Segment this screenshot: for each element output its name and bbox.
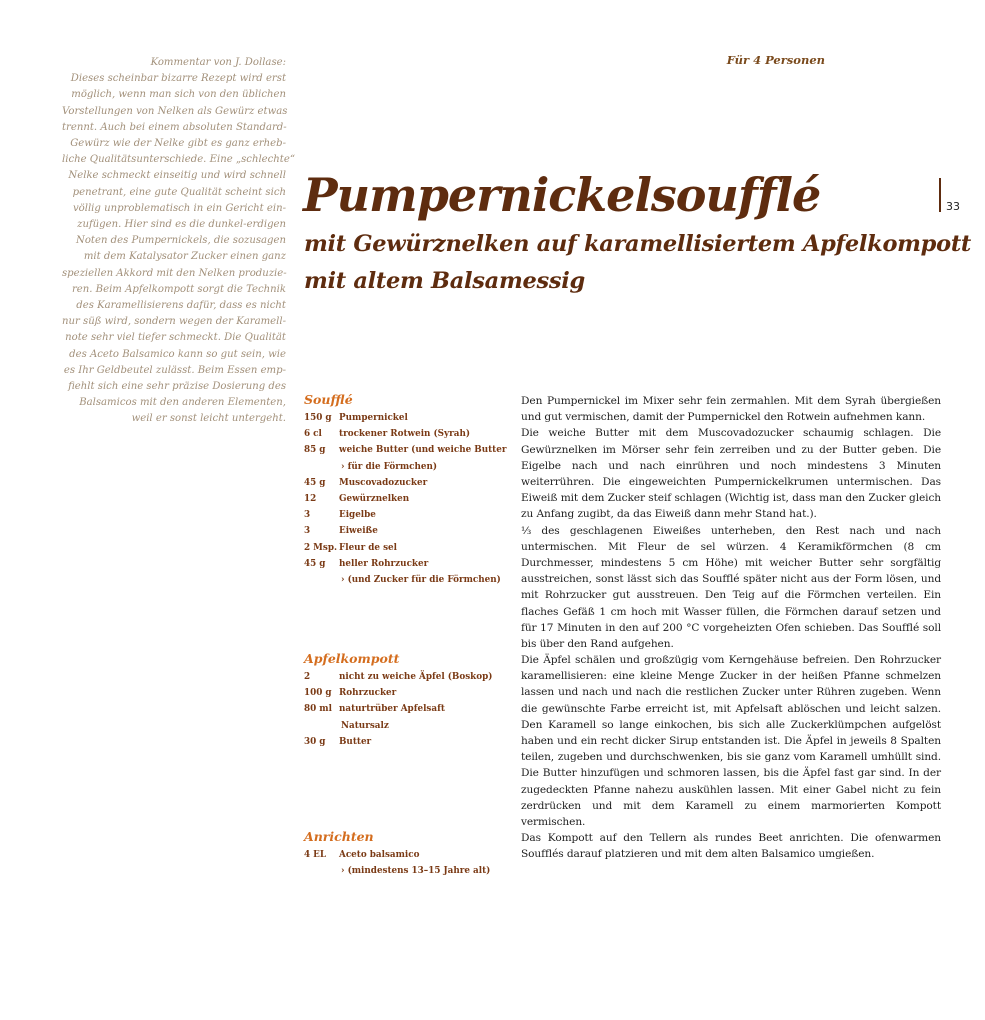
commentary-line: mit dem Katalysator Zucker einen ganz	[83, 251, 286, 263]
ingredient-quantity	[304, 572, 339, 588]
commentary-line: des Karamellisierens dafür, dass es nicht	[76, 300, 286, 312]
ingredient-name: › (mindestens 13–15 Jahre alt)	[341, 866, 491, 877]
page-number: 33	[946, 200, 960, 213]
ingredient-quantity: 4 EL	[304, 850, 327, 860]
commentary-line: speziellen Akkord mit den Nelken produzie-	[62, 267, 287, 279]
servings-label: Für 4 Personen	[726, 53, 825, 67]
ingredient-name: Butter	[339, 736, 372, 747]
ingredients-anrichten	[304, 829, 514, 879]
commentary-line: Gewürz wie der Nelke gibt es ganz erheb-	[70, 138, 286, 150]
ingredient-quantity: 12	[304, 494, 317, 505]
commentary-line: Dieses scheinbar bizarre Rezept wird erst	[70, 73, 286, 85]
recipe-subtitle	[304, 226, 971, 300]
commentary-line: Balsamicos mit den anderen Elementen,	[79, 397, 286, 409]
ingredient-name: Gewürznelken	[339, 494, 410, 505]
ingredient-row	[304, 718, 514, 734]
ingredient-quantity: 80 ml	[304, 704, 332, 715]
ingredient-row	[304, 475, 514, 491]
ingredient-quantity: 3	[304, 510, 311, 521]
commentary-line: Vorstellungen von Nelken als Gewürz etwas	[62, 105, 288, 117]
method-souffle	[521, 393, 941, 652]
ingredient-quantity: 30 g	[304, 736, 326, 747]
ingredient-quantity: 2 Msp.	[304, 542, 338, 553]
ingredient-name: heller Rohrzucker	[339, 558, 429, 569]
commentary-line: fiehlt sich eine sehr präzise Dosierung des	[68, 381, 286, 393]
ingredient-row	[304, 410, 514, 426]
subtitle-line: mit Gewürznelken auf karamellisiertem Apfelkompott	[304, 231, 971, 257]
commentary-line: Kommentar von J. Dollase:	[150, 57, 286, 68]
ingredient-quantity: 100 g	[304, 688, 332, 699]
commentary-line: des Aceto Balsamico kann so gut sein, wie	[69, 348, 286, 360]
commentary-line: völlig unproblematisch in ein Gericht ein-	[72, 202, 286, 214]
ingredient-name: nicht zu weiche Äpfel (Boskop)	[339, 672, 493, 682]
ingredient-name: weiche Butter (und weiche Butter	[339, 445, 507, 456]
recipe-title: Pumpernickelsoufflé	[303, 168, 821, 222]
ingredient-name: Pumpernickel	[339, 413, 408, 423]
ingredient-quantity: 3	[304, 526, 311, 537]
ingredient-name: Fleur de sel	[339, 542, 397, 553]
ingredient-quantity: 6 cl	[304, 429, 322, 440]
ingredient-row	[304, 556, 514, 572]
commentary-line: trennt. Auch bei einem absoluten Standard-	[62, 121, 287, 133]
commentary-line: ren. Beim Apfelkompott sorgt die Technik	[71, 283, 286, 295]
ingredient-row	[304, 540, 514, 556]
commentary-line: weil er sonst leicht untergeht.	[131, 413, 286, 425]
ingredient-quantity	[304, 863, 339, 879]
commentary-line: möglich, wenn man sich von den üblichen	[71, 89, 286, 101]
ingredient-row	[304, 701, 514, 717]
section-heading: Anrichten	[304, 829, 374, 844]
ingredient-row	[304, 426, 514, 442]
ingredient-row	[304, 847, 514, 863]
ingredients-souffle	[304, 392, 514, 588]
ingredient-name: Rohrzucker	[339, 688, 397, 699]
ingredient-row	[304, 863, 514, 879]
commentary-line: es Ihr Geldbeutel zulässt. Beim Essen emp-	[63, 364, 286, 376]
ingredient-name: Eiweiße	[339, 526, 378, 537]
ingredient-quantity	[304, 459, 339, 475]
subtitle-line: mit altem Balsamessig	[304, 268, 585, 294]
commentary-line: Nelke schmeckt einseitig und wird schnell	[68, 170, 286, 182]
ingredient-row	[304, 442, 514, 458]
ingredient-name: trockener Rotwein (Syrah)	[339, 429, 471, 440]
method-paragraph: Das Kompott auf den Tellern als rundes Beet anrichten. Die ofenwarmen Soufflés darauf platzieren und mit dem alten Balsamico umgießen.	[521, 832, 941, 861]
ingredient-row	[304, 491, 514, 507]
ingredients-apfelkompott	[304, 651, 514, 750]
method-paragraph: ⅓ des geschlagenen Eiweißes unterheben, den Rest nach und nach untermischen. Mit Fleur de sel würzen. 4 Keramikförmchen (8 cm Durchmesser, mindestens 5 cm Höhe) mit weicher Butter sehr sorgfältig ausstreichen, sonst lässt sich das Soufflé später nicht aus der Form lösen, und mit Rohrzucker gut ausstreuen. Den Teig auf die Förmchen verteilen. Ein flaches Gefäß 1 cm hoch mit Wasser füllen, die Förmchen darauf setzen und für 17 Minuten in den auf 200 °C vorgeheizten Ofen schieben. Das Soufflé soll bis über den Rand aufgehen.	[521, 524, 941, 651]
ingredient-name: Muscovadozucker	[339, 477, 428, 488]
ingredient-name: › für die Förmchen)	[341, 461, 438, 472]
section-heading: Apfelkompott	[304, 651, 400, 666]
ingredient-quantity: 45 g	[304, 477, 326, 488]
commentary-line: zufügen. Hier sind es die dunkel-erdigen	[77, 219, 286, 231]
commentary-line: Noten des Pumpernickels, die sozusagen	[76, 235, 286, 247]
ingredient-quantity: 2	[304, 672, 311, 682]
ingredient-name: › (und Zucker für die Förmchen)	[341, 575, 501, 586]
ingredient-row	[304, 523, 514, 539]
ingredient-name: naturtrüber Apfelsaft	[339, 704, 445, 715]
ingredient-quantity: 45 g	[304, 558, 326, 569]
ingredient-quantity	[304, 718, 339, 734]
method-anrichten	[521, 830, 941, 862]
commentary-sidebar	[62, 55, 295, 428]
section-heading: Soufflé	[304, 392, 353, 407]
method-paragraph: Den Pumpernickel im Mixer sehr fein zermahlen. Mit dem Syrah übergießen und gut vermischen, damit der Pumpernickel den Rotwein aufnehmen kann.	[521, 395, 941, 424]
page-marker-rule	[939, 178, 941, 212]
ingredient-row	[304, 685, 514, 701]
ingredient-row	[304, 572, 514, 588]
ingredient-quantity: 85 g	[304, 445, 326, 456]
commentary-line: note sehr viel tiefer schmeckt. Die Qualität	[65, 332, 286, 344]
ingredient-row	[304, 507, 514, 523]
ingredient-quantity: 150 g	[304, 413, 332, 423]
method-paragraph: Die weiche Butter mit dem Muscovadozucker schaumig schlagen. Die Gewürznelken im Mörser sehr fein zerreiben und zu der Butter geben. Die Eigelbe nach und nach einrühren und noch mindestens 3 Minuten weiterrühren. Die eingeweichten Pumpernickelkrumen untermischen. Das Eiweiß mit dem Zucker steif schlagen (Wichtig ist, dass man den Zucker gleich zu Anfang zugibt, da das Eiweiß dann mehr Stand hat.).	[521, 427, 941, 521]
commentary-line: liche Qualitätsunterschiede. Eine „schlechte“	[62, 154, 295, 166]
ingredient-name: Aceto balsamico	[339, 850, 420, 860]
ingredient-row	[304, 669, 514, 685]
commentary-line: nur süß wird, sondern wegen der Karamell-	[62, 316, 287, 328]
ingredient-row	[304, 734, 514, 750]
commentary-line: penetrant, eine gute Qualität scheint sich	[72, 186, 286, 198]
method-apfelkompott	[521, 652, 941, 830]
ingredient-name: Natursalz	[341, 720, 389, 731]
method-paragraph: Die Äpfel schälen und großzügig vom Kerngehäuse befreien. Den Rohrzucker karamellisieren: eine kleine Menge Zucker in der heißen Pfanne schmelzen lassen und nach und nach die restlichen Zucker unter Rühren zugeben. Wenn die gewünschte Farbe erreicht ist, mit Apfelsaft ablöschen und leicht salzen. Den Karamell so lange einkochen, bis sich alle Zuckerklümpchen aufgelöst haben und ein recht dicker Sirup entstanden ist. Die Äpfel in jeweils 8 Spalten teilen, zugeben und durchschwenken, bis sie ganz vom Karamell umhüllt sind. Die Butter hinzufügen und schmoren lassen, bis die Äpfel fast gar sind. In der zugedeckten Pfanne nahezu auskühlen lassen. Mit einer Gabel nicht zu fein zerdrücken und mit dem Karamell zu einem marmorierten Kompott vermischen.	[521, 654, 941, 829]
ingredient-name: Eigelbe	[339, 510, 376, 521]
ingredient-row	[304, 459, 514, 475]
